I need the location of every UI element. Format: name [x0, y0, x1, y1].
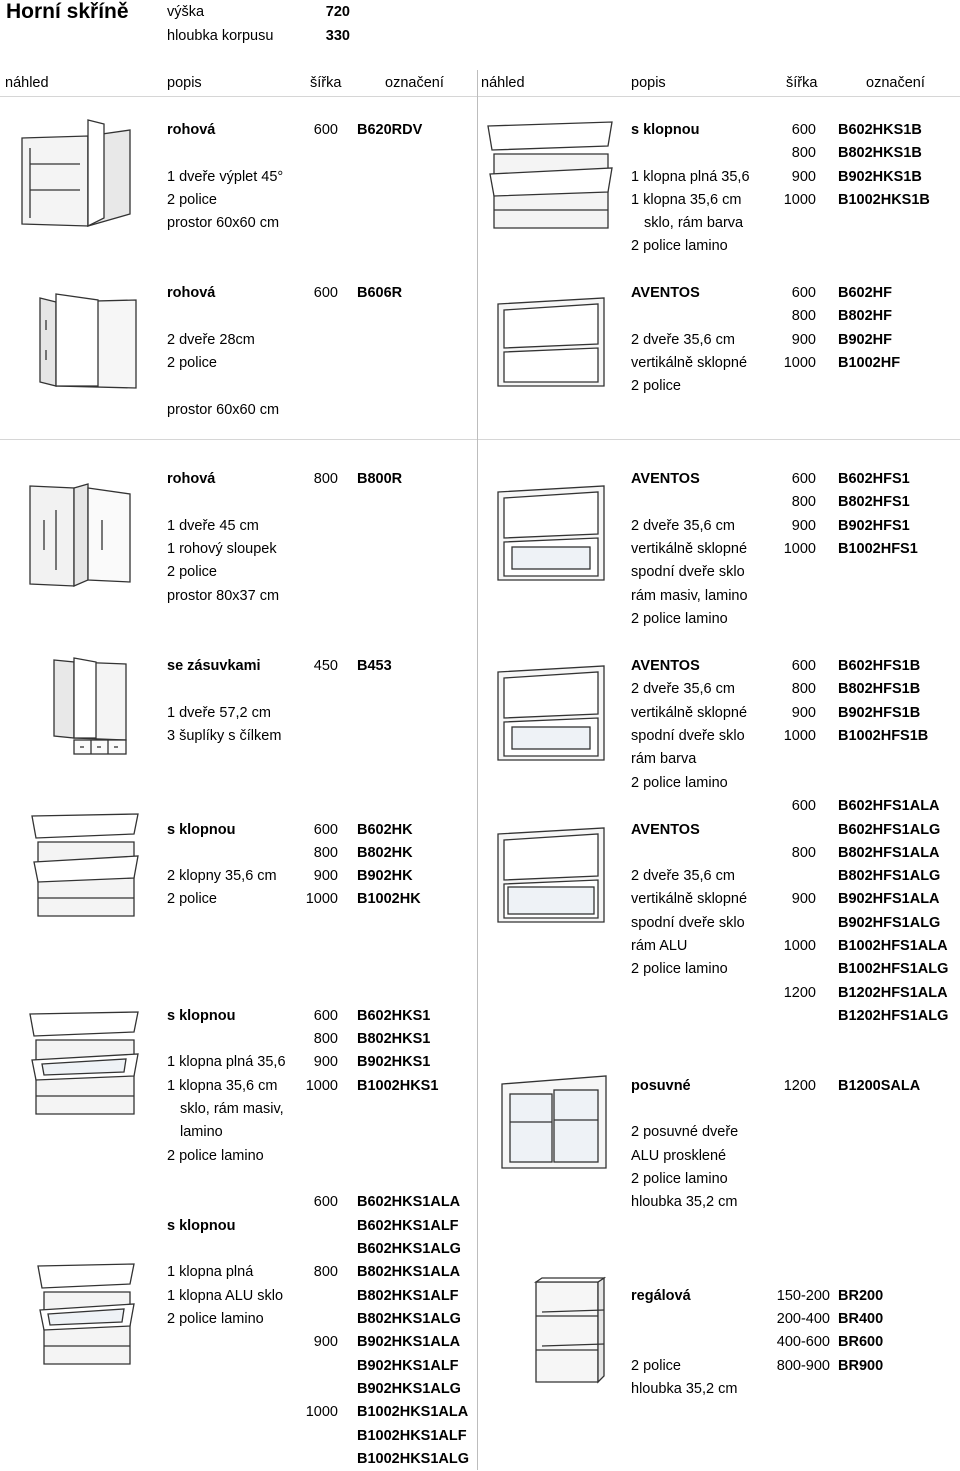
page-title: Horní skříně [6, 0, 129, 23]
height-value: 720 [325, 4, 350, 20]
item-desc: 1 rohový sloupek [167, 541, 277, 557]
item-code: B1002HF [838, 355, 901, 371]
item-code: BR400 [838, 1311, 884, 1327]
item-desc: prostor 80x37 cm [167, 588, 280, 604]
item-code: B1200SALA [838, 1078, 921, 1094]
item-code: B602HKS1ALA [357, 1194, 461, 1210]
flap-cabinet-glass-image [26, 1010, 144, 1120]
item-code: B902HFS1 [838, 518, 910, 534]
item-title: s klopnou [167, 1008, 236, 1024]
flap-cabinet-image [28, 812, 144, 922]
item-width: 600 [313, 1194, 338, 1210]
item-width: 1200 [783, 985, 816, 1001]
item-desc: ALU prosklené [631, 1148, 727, 1164]
item-width: 600 [313, 122, 338, 138]
item-width: 1200 [783, 1078, 816, 1094]
item-code: B1002HK [357, 891, 421, 907]
sliding-door-cabinet-image [498, 1072, 610, 1172]
item-title: posuvné [631, 1078, 691, 1094]
item-code: B802HF [838, 308, 892, 324]
item-code: B1002HKS1ALG [357, 1451, 470, 1467]
col-header-code: označení [385, 75, 444, 91]
item-width: 900 [313, 868, 338, 884]
aventos-cabinet-image [494, 296, 610, 390]
item-code: B1002HFS1B [838, 728, 929, 744]
item-code: B802HFS1ALA [838, 845, 940, 861]
divider [0, 96, 960, 97]
item-title: s klopnou [167, 822, 236, 838]
item-width: 800-900 [776, 1358, 830, 1374]
item-code: B902HKS1ALA [357, 1334, 461, 1350]
item-code: B902HKS1B [838, 169, 922, 185]
divider [0, 439, 960, 440]
item-width: 800 [791, 494, 816, 510]
item-code: B902HFS1ALA [838, 891, 940, 907]
item-desc: hloubka 35,2 cm [631, 1194, 738, 1210]
item-code: B602HFS1 [838, 471, 910, 487]
item-desc: 2 police [167, 564, 217, 580]
item-code: B802HKS1ALA [357, 1264, 461, 1280]
item-width: 800 [313, 845, 338, 861]
item-width: 600 [791, 285, 816, 301]
item-width: 900 [313, 1054, 338, 1070]
item-width: 600 [791, 658, 816, 674]
item-desc: 2 dveře 35,6 cm [631, 332, 735, 348]
item-code: B602HKS1ALF [357, 1218, 459, 1234]
item-width: 1000 [305, 1404, 338, 1420]
item-width: 800 [791, 681, 816, 697]
item-code: B902HKS1ALF [357, 1358, 459, 1374]
item-code: B902HK [357, 868, 413, 884]
item-desc: 2 police [167, 891, 217, 907]
item-code: B602HK [357, 822, 413, 838]
item-width: 450 [313, 658, 338, 674]
depth-label: hloubka korpusu [167, 28, 274, 44]
col-header-width: šířka [310, 75, 342, 91]
item-desc: 2 dveře 35,6 cm [631, 868, 735, 884]
item-desc: 1 klopna 35,6 cm [167, 1078, 278, 1094]
shelf-unit-image [532, 1276, 608, 1386]
item-desc: 1 dveře 57,2 cm [167, 705, 271, 721]
item-width: 1000 [783, 355, 816, 371]
item-code: B602HFS1B [838, 658, 921, 674]
item-width: 600 [791, 798, 816, 814]
item-desc: 2 klopny 35,6 cm [167, 868, 277, 884]
item-desc: 1 klopna plná 35,6 [167, 1054, 286, 1070]
drawer-cabinet-image [50, 656, 130, 756]
item-desc: 2 posuvné dveře [631, 1124, 739, 1140]
item-code: B1002HFS1 [838, 541, 918, 557]
item-desc: vertikálně sklopné [631, 355, 748, 371]
item-width: 800 [313, 1264, 338, 1280]
item-width: 900 [791, 518, 816, 534]
item-desc: sklo, rám masiv, [180, 1101, 284, 1117]
aventos-alu-cabinet-image [494, 826, 610, 926]
item-title: AVENTOS [631, 822, 700, 838]
item-desc: vertikálně sklopné [631, 541, 748, 557]
item-title: se zásuvkami [167, 658, 261, 674]
item-desc: 2 police lamino [631, 1171, 728, 1187]
item-desc: 2 police [167, 355, 217, 371]
item-code: B602HFS1ALG [838, 822, 941, 838]
item-width: 800 [791, 845, 816, 861]
item-desc: 2 police [167, 192, 217, 208]
item-desc: vertikálně sklopné [631, 705, 748, 721]
flap-cabinet-alu-image [34, 1262, 140, 1370]
item-desc: 2 dveře 28cm [167, 332, 255, 348]
item-code: B1002HFS1ALA [838, 938, 948, 954]
item-title: s klopnou [167, 1218, 236, 1234]
item-title: AVENTOS [631, 285, 700, 301]
item-desc: spodní dveře sklo [631, 564, 745, 580]
item-desc: spodní dveře sklo [631, 728, 745, 744]
item-desc: 2 police lamino [167, 1148, 264, 1164]
item-desc: 2 police [631, 1358, 681, 1374]
item-width: 900 [791, 332, 816, 348]
item-code: BR200 [838, 1288, 884, 1304]
item-desc: 2 dveře 35,6 cm [631, 518, 735, 534]
item-code: B802HKS1ALF [357, 1288, 459, 1304]
item-width: 900 [313, 1334, 338, 1350]
item-code: B602HKS1ALG [357, 1241, 461, 1257]
corner-cabinet-image [18, 118, 134, 230]
item-width: 800 [791, 145, 816, 161]
item-desc: vertikálně sklopné [631, 891, 748, 907]
flap-cabinet-image [484, 120, 616, 232]
item-desc: 2 police lamino [167, 1311, 264, 1327]
item-code: B802HFS1 [838, 494, 910, 510]
item-desc: 1 klopna plná [167, 1264, 254, 1280]
item-desc: rám ALU [631, 938, 688, 954]
item-desc: prostor 60x60 cm [167, 215, 280, 231]
item-width: 600 [791, 122, 816, 138]
item-code: B602HF [838, 285, 892, 301]
item-code: B902HKS1ALG [357, 1381, 461, 1397]
item-code: B1002HKS1B [838, 192, 930, 208]
col-header-preview: náhled [481, 75, 525, 91]
item-width: 1000 [305, 1078, 338, 1094]
item-title: rohová [167, 285, 216, 301]
item-width: 900 [791, 169, 816, 185]
item-width: 1000 [783, 938, 816, 954]
item-code: B606R [357, 285, 403, 301]
item-width: 150-200 [776, 1288, 830, 1304]
item-width: 400-600 [776, 1334, 830, 1350]
item-desc: prostor 60x60 cm [167, 402, 280, 418]
corner-cabinet-image [26, 480, 134, 590]
item-width: 800 [313, 1031, 338, 1047]
item-desc: 2 police lamino [631, 775, 728, 791]
item-code: B802HKS1ALG [357, 1311, 461, 1327]
col-header-description: popis [167, 75, 202, 91]
item-code: B902HFS1B [838, 705, 921, 721]
depth-value: 330 [325, 28, 350, 44]
item-width: 1000 [783, 541, 816, 557]
item-code: B1202HFS1ALG [838, 1008, 949, 1024]
item-width: 600 [313, 285, 338, 301]
item-width: 1000 [305, 891, 338, 907]
item-title: s klopnou [631, 122, 700, 138]
col-header-code: označení [866, 75, 925, 91]
item-code: B1002HKS1ALF [357, 1428, 467, 1444]
item-code: B802HKS1 [357, 1031, 431, 1047]
item-code: B800R [357, 471, 403, 487]
item-code: B902HFS1ALG [838, 915, 941, 931]
item-desc: lamino [180, 1124, 223, 1140]
item-code: B802HK [357, 845, 413, 861]
item-width: 800 [313, 471, 338, 487]
item-desc: 1 klopna ALU sklo [167, 1288, 284, 1304]
item-code: B1202HFS1ALA [838, 985, 948, 1001]
item-desc: 1 klopna 35,6 cm [631, 192, 742, 208]
item-code: BR600 [838, 1334, 884, 1350]
item-code: B1002HKS1 [357, 1078, 439, 1094]
item-code: B453 [357, 658, 392, 674]
item-code: B902HKS1 [357, 1054, 431, 1070]
item-desc: 1 klopna plná 35,6 [631, 169, 750, 185]
item-title: AVENTOS [631, 471, 700, 487]
item-desc: 2 police lamino [631, 611, 728, 627]
col-header-description: popis [631, 75, 666, 91]
column-divider [477, 70, 478, 1470]
item-desc: 2 police lamino [631, 238, 728, 254]
item-code: B602HKS1 [357, 1008, 431, 1024]
item-desc: spodní dveře sklo [631, 915, 745, 931]
item-desc: hloubka 35,2 cm [631, 1381, 738, 1397]
item-code: B802HKS1B [838, 145, 922, 161]
item-code: B602HFS1ALA [838, 798, 940, 814]
item-width: 800 [791, 308, 816, 324]
aventos-glass-cabinet-image [494, 484, 610, 584]
item-width: 900 [791, 705, 816, 721]
item-title: rohová [167, 122, 216, 138]
col-header-width: šířka [786, 75, 818, 91]
item-code: B1002HKS1ALA [357, 1404, 469, 1420]
item-code: BR900 [838, 1358, 884, 1374]
item-code: B1002HFS1ALG [838, 961, 949, 977]
item-code: B602HKS1B [838, 122, 922, 138]
item-code: B902HF [838, 332, 892, 348]
item-width: 600 [791, 471, 816, 487]
item-desc: 2 police lamino [631, 961, 728, 977]
item-title: regálová [631, 1288, 691, 1304]
item-width: 900 [791, 891, 816, 907]
item-width: 1000 [783, 192, 816, 208]
item-width: 200-400 [776, 1311, 830, 1327]
item-width: 1000 [783, 728, 816, 744]
item-desc: rám masiv, lamino [631, 588, 748, 604]
col-header-preview: náhled [5, 75, 49, 91]
corner-cabinet-image [36, 290, 140, 390]
item-code: B802HFS1ALG [838, 868, 941, 884]
item-code: B620RDV [357, 122, 423, 138]
item-desc: 2 dveře 35,6 cm [631, 681, 735, 697]
item-desc: 1 dveře výplet 45° [167, 169, 284, 185]
aventos-glass-cabinet-image [494, 664, 610, 764]
item-desc: 2 police [631, 378, 681, 394]
item-width: 600 [313, 1008, 338, 1024]
item-title: AVENTOS [631, 658, 700, 674]
height-label: výška [167, 4, 205, 20]
item-width: 600 [313, 822, 338, 838]
item-code: B802HFS1B [838, 681, 921, 697]
item-desc: 3 šuplíky s čílkem [167, 728, 282, 744]
item-title: rohová [167, 471, 216, 487]
item-desc: rám barva [631, 751, 697, 767]
item-desc: sklo, rám barva [644, 215, 744, 231]
item-desc: 1 dveře 45 cm [167, 518, 259, 534]
